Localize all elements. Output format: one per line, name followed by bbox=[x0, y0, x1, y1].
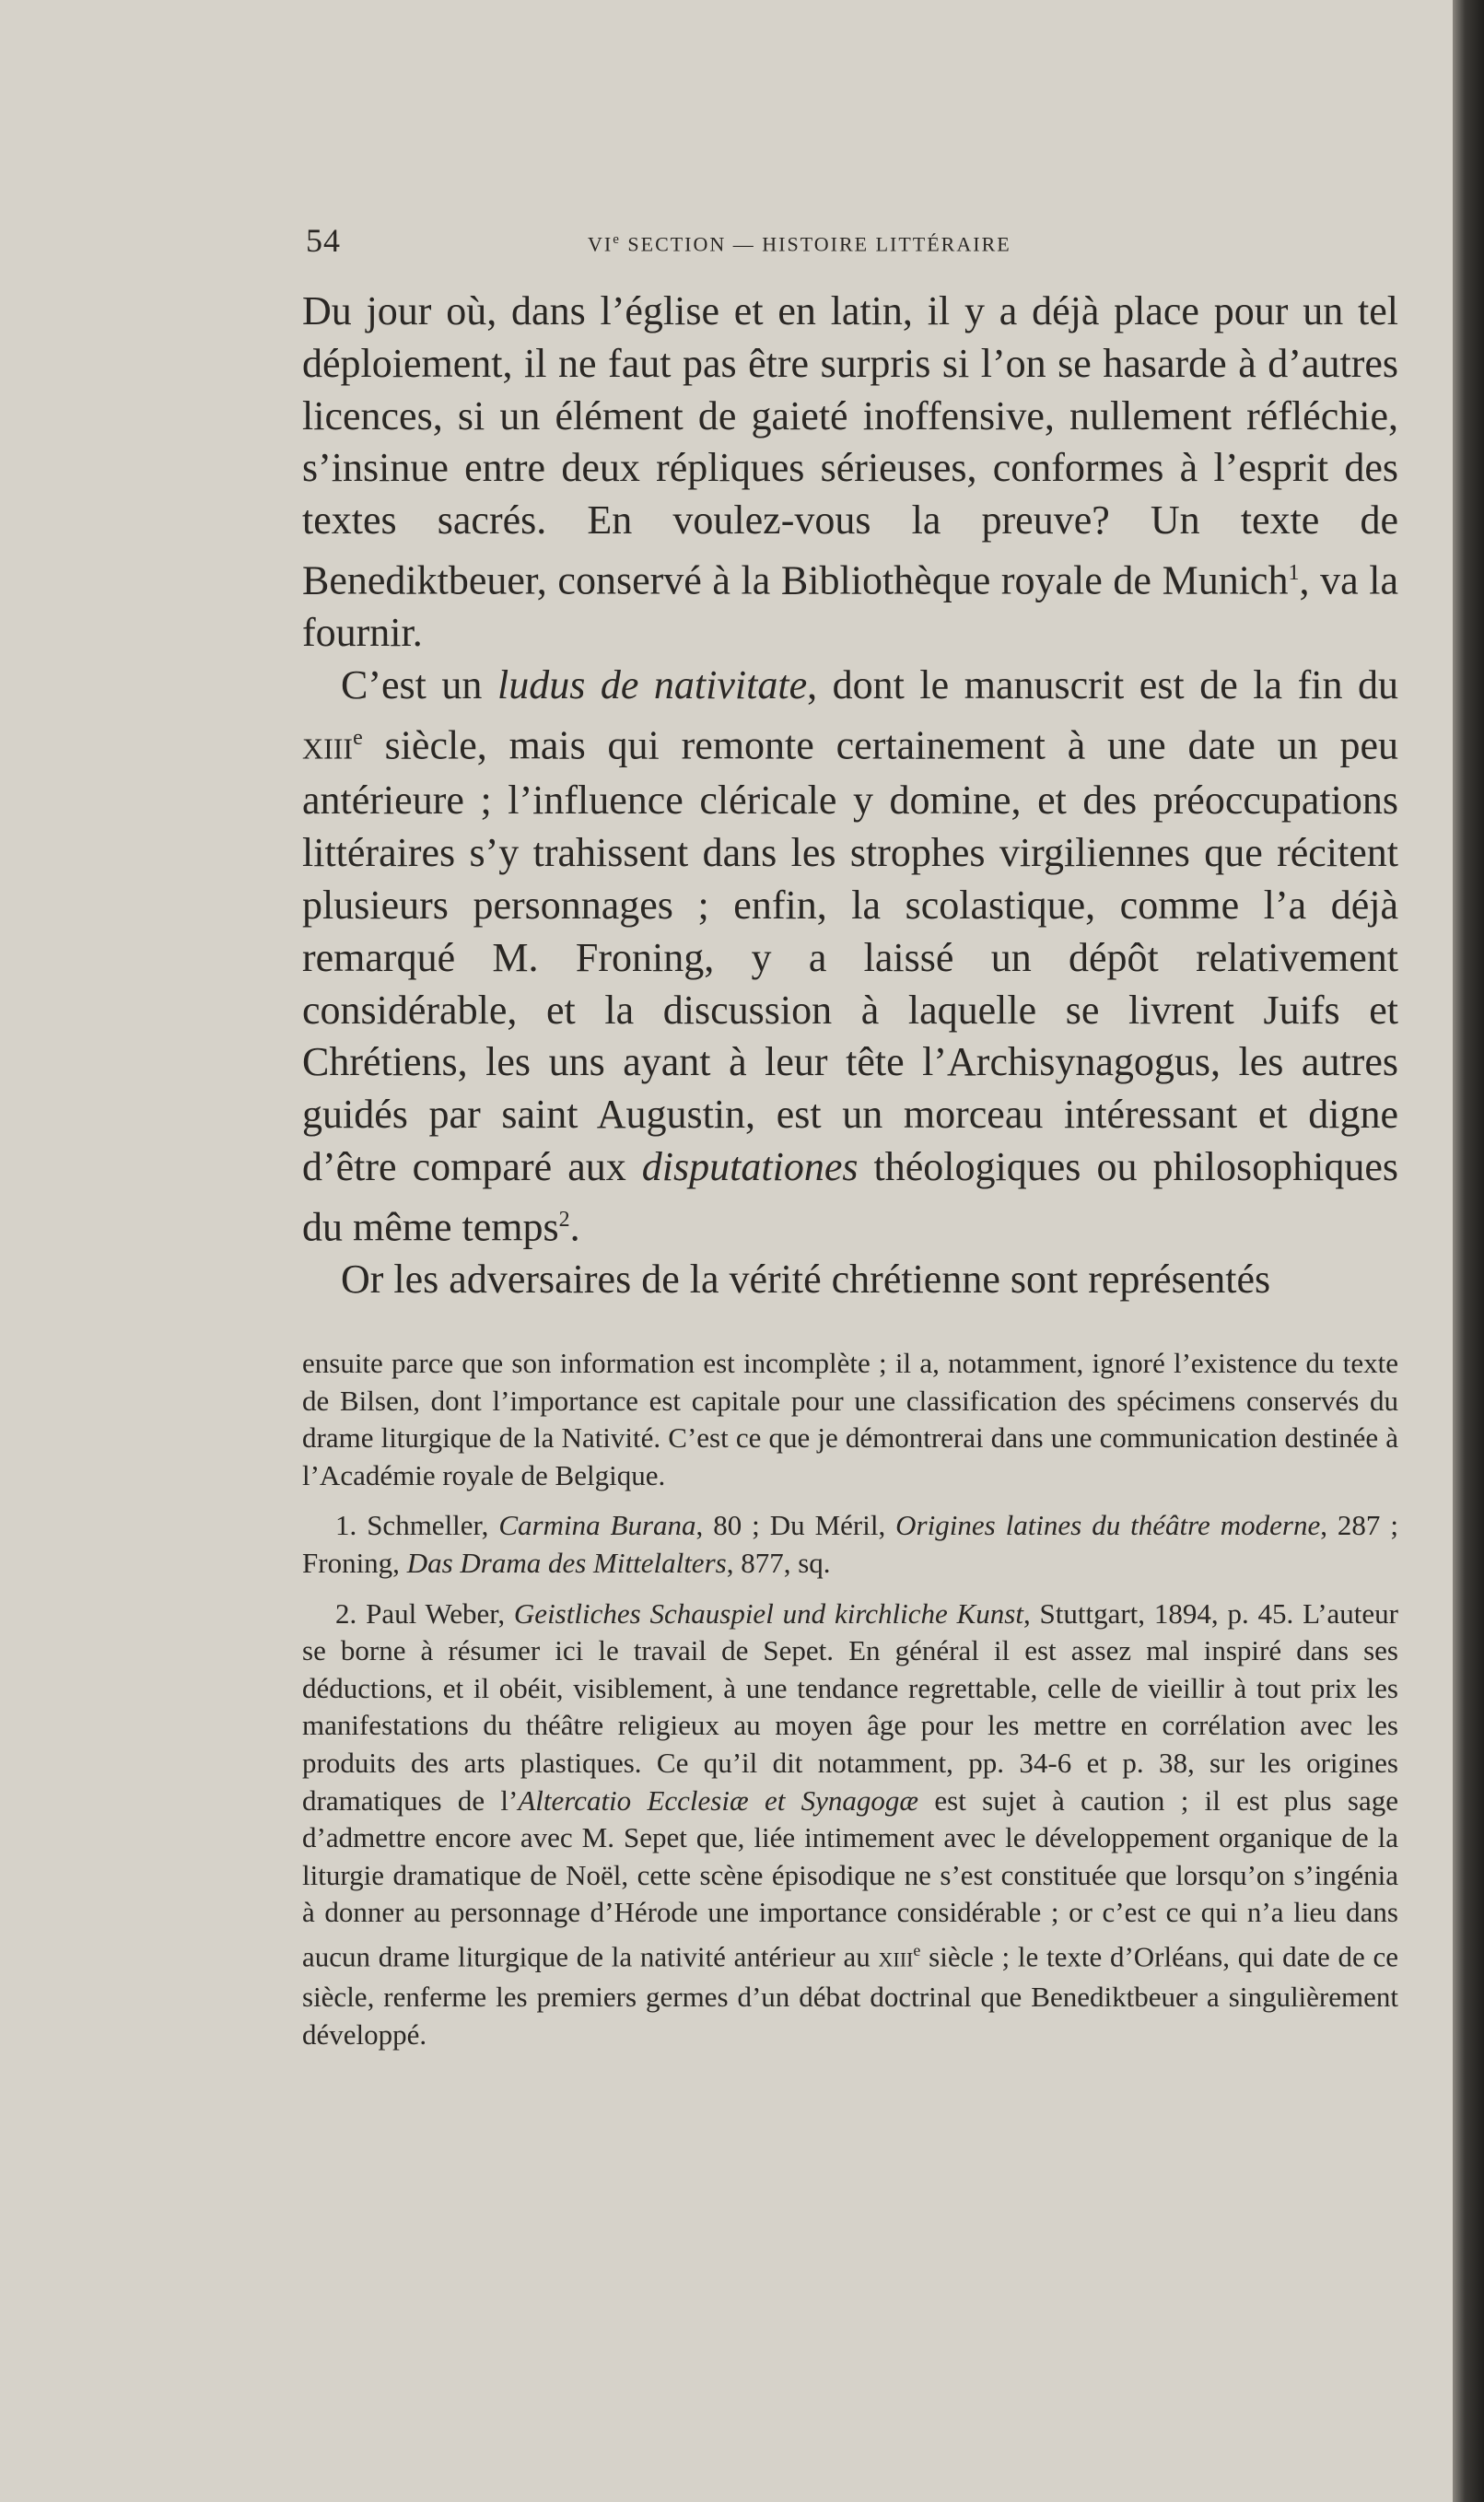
section-title: HISTOIRE LITTÉRAIRE bbox=[762, 232, 1011, 256]
paragraph-1 bbox=[302, 286, 1398, 660]
paragraph-2-text-c: siècle, mais qui remonte certainement à une date un peu antérieure ; l’influence cléricale y domine, et des préoccupations littéraires s’y trahissent dans les strophes virgiliennes que récitent plusieurs personnages ; enfin, la scolastique, comme l’a déjà remarqué M. Froning, y a laissé un dépôt relativement considérable, et la discussion à laquelle se livrent Juifs et Chrétiens, les uns ayant à leur tête l’Archisynagogus, les autres guidés par saint Augustin, est un morceau intéressant et digne d’être comparé aux bbox=[302, 722, 1398, 1190]
century-numeral: XIII bbox=[302, 731, 354, 766]
footnote-2-text-c: est sujet à caution ; il est plus sage d’admettre encore avec M. Sepet que, liée intimement avec le développement organique de la liturgie dramatique de Noël, cette scène épisodique ne s’est constituée que lorsqu’on s’ingénia à donner au personnage d’Hérode une importance considérable ; or c’est ce qui n’a lieu dans aucun drame liturgique de la nativité antérieur au bbox=[302, 1783, 1398, 1973]
disputationes-term: disputationes bbox=[641, 1144, 859, 1190]
footnote-2-century-sup: e bbox=[913, 1941, 921, 1960]
paragraph-2-end: . bbox=[569, 1204, 580, 1250]
paragraph-2-text-a: C’est un bbox=[341, 662, 497, 708]
footnote-1-text-d: , 877, sq. bbox=[726, 1547, 831, 1580]
footnote-1-title-3: Das Drama des Mittelalters bbox=[406, 1547, 727, 1580]
footnote-2-century: XIII bbox=[878, 1947, 914, 1971]
footnote-continuation: ensuite parce que son information est incomplète ; il a, notamment, ignoré l’existence du texte de Bilsen, dont l’importance est capitale pour une classification des spécimens conservés du drame liturgique de la Nativité. C’est ce que je démontrerai dans une communication destinée à l’Académie royale de Belgique. bbox=[302, 1347, 1398, 1491]
footnote-2-text-a: 2. Paul Weber, bbox=[335, 1596, 514, 1630]
footnote-ref-2: 2 bbox=[558, 1207, 570, 1232]
footnote-1-title-1: Carmina Burana bbox=[498, 1509, 696, 1542]
section-numeral: VI bbox=[588, 232, 613, 256]
section-numeral-sup: e bbox=[613, 232, 621, 247]
footnote-ref-1: 1 bbox=[1288, 560, 1300, 585]
footnote-1-title-2: Origines latines du théâtre moderne bbox=[895, 1509, 1321, 1542]
paragraph-3 bbox=[302, 1254, 1398, 1306]
section-heading bbox=[588, 232, 1011, 256]
paragraph-2-text-d: théologiques ou philosophiques du même temps bbox=[302, 1144, 1398, 1250]
footnote-1-text-b: , 80 ; Du Méril, bbox=[695, 1509, 896, 1542]
footnote-2 bbox=[302, 1596, 1398, 2053]
footnote-1 bbox=[302, 1507, 1398, 1582]
footnote-2-text-b: , Stuttgart, 1894, p. 45. L’auteur se borne à résumer ici le travail de Sepet. En général il est assez mal inspiré dans ses déductions, et il obéit, visiblement, à une tendance regrettable, celle de vieillir à tout prix les manifestations du théâtre religieux au moyen âge pour les mettre en corrélation avec les produits des arts plastiques. Ce qu’il dit notamment, pp. 34-6 et p. 38, sur les origines dramatiques de l’ bbox=[302, 1596, 1398, 1817]
footnote-1-text-a: 1. Schmeller, bbox=[335, 1509, 499, 1542]
footnote-2-text-d: siècle ; le texte d’Orléans, qui date de ce siècle, renferme les premiers germes d’un débat doctrinal que Benediktbeuer a singulièrement développé. bbox=[302, 1940, 1398, 2051]
footnote-2-title-2: Altercatio Ecclesiæ et Synagogæ bbox=[518, 1783, 919, 1817]
section-label: SECTION bbox=[627, 232, 727, 256]
heading-dash: — bbox=[732, 232, 755, 256]
page-binding-edge bbox=[1453, 0, 1484, 2502]
footnotes bbox=[302, 1345, 1398, 2053]
page-content bbox=[302, 221, 1398, 2053]
footnote-2-title-1: Geistliches Schauspiel und kirchliche Kunst bbox=[513, 1596, 1023, 1630]
footnote-1-text-c: , 287 ; Froning, bbox=[302, 1509, 1398, 1580]
paragraph-1-end: , va la fournir. bbox=[302, 557, 1398, 656]
main-text bbox=[302, 286, 1398, 1306]
century-sup: e bbox=[353, 726, 363, 751]
paragraph-1-text: Du jour où, dans l’église et en latin, il y a déjà place pour un tel déploiement, il ne faut pas être surpris si l’on se hasarde à d’autres licences, si un élément de gaieté inoffensive, nullement réfléchie, s’insinue entre deux répliques sérieuses, conformes à l’esprit des textes sacrés. En voulez-vous la preuve? Un texte de Benediktbeuer, conservé à la Bibliothèque royale de Munich bbox=[302, 288, 1398, 603]
page-number: 54 bbox=[306, 222, 341, 259]
ludus-title: ludus de nativitate bbox=[497, 662, 808, 708]
paragraph-2 bbox=[302, 660, 1398, 1254]
paragraph-2-text-b: , dont le manuscrit est de la fin du bbox=[807, 662, 1398, 708]
paragraph-3-text: Or les adversaires de la vérité chrétienne sont représentés bbox=[341, 1257, 1271, 1303]
running-head bbox=[302, 221, 1398, 276]
